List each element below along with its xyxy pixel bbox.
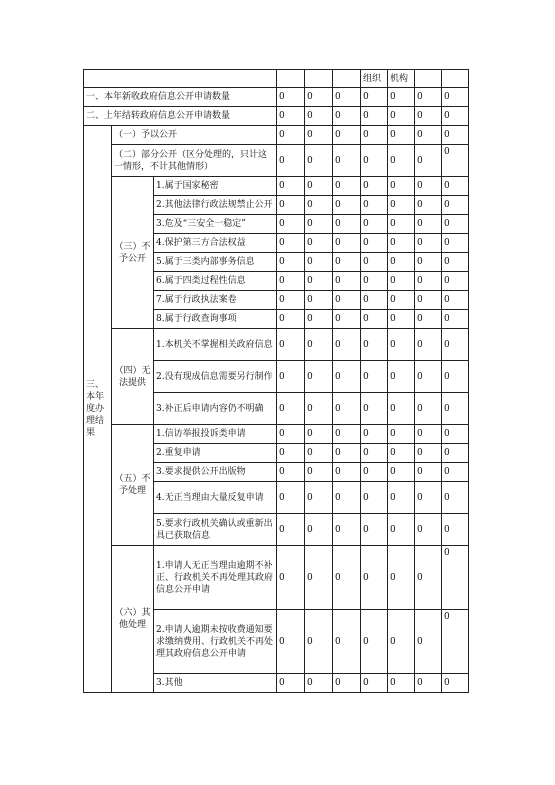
value-cell: 0: [305, 310, 333, 329]
table-row: [84, 546, 469, 610]
value-cell: 0: [442, 196, 469, 215]
group-label: （五）不予处理: [112, 425, 154, 546]
row-partial-public: （二）部分公开（区分处理的，只计这一情形，不计其他情形）: [112, 145, 277, 177]
value-cell: 0: [361, 177, 388, 196]
item-label: 5.属于三类内部事务信息: [154, 253, 277, 272]
value-cell: 0: [388, 674, 415, 693]
value-cell: 0: [277, 482, 305, 514]
value-cell: 0: [333, 107, 361, 126]
value-cell: 0: [442, 177, 469, 196]
value-cell: 0: [388, 310, 415, 329]
item-label: 4.保护第三方合法权益: [154, 234, 277, 253]
value-cell: 0: [333, 610, 361, 674]
value-cell: 0: [277, 234, 305, 253]
value-cell: 0: [277, 215, 305, 234]
value-cell: 0: [305, 444, 333, 463]
value-cell: 0: [361, 145, 388, 177]
item-label: 6.属于四类过程性信息: [154, 272, 277, 291]
table-row: [84, 329, 469, 361]
value-cell: 0: [333, 463, 361, 482]
value-cell: 0: [415, 177, 442, 196]
value-cell: 0: [305, 215, 333, 234]
value-cell: 0: [442, 310, 469, 329]
item-label: 3.补正后申请内容仍不明确: [154, 393, 277, 425]
item-label: 5.要求行政机关确认或重新出具已获取信息: [154, 514, 277, 546]
value-cell: 0: [305, 107, 333, 126]
value-cell: 0: [442, 145, 469, 177]
value-cell: 0: [333, 145, 361, 177]
item-label: 2.没有现成信息需要另行制作: [154, 361, 277, 393]
value-cell: 0: [388, 329, 415, 361]
value-cell: 0: [388, 253, 415, 272]
header-cell: [305, 70, 333, 88]
value-cell: 0: [415, 291, 442, 310]
group-label: （三）不予公开: [112, 177, 154, 329]
section-3-label: 三、本年度办理结果: [84, 126, 112, 693]
value-cell: 0: [333, 88, 361, 107]
item-label: 7.属于行政执法案卷: [154, 291, 277, 310]
value-cell: 0: [305, 514, 333, 546]
value-cell: 0: [388, 546, 415, 610]
value-cell: 0: [442, 107, 469, 126]
value-cell: 0: [305, 393, 333, 425]
row-new-requests: 一、本年新收政府信息公开申请数量: [84, 88, 277, 107]
value-cell: 0: [361, 463, 388, 482]
value-cell: 0: [415, 674, 442, 693]
value-cell: 0: [305, 88, 333, 107]
value-cell: 0: [277, 145, 305, 177]
value-cell: 0: [277, 88, 305, 107]
value-cell: 0: [277, 291, 305, 310]
value-cell: 0: [361, 196, 388, 215]
value-cell: 0: [361, 674, 388, 693]
item-label: 2.申请人逾期未按收费通知要求缴纳费用、行政机关不再处理其政府信息公开申请: [154, 610, 277, 674]
header-blank-cell: [84, 70, 277, 88]
value-cell: 0: [361, 482, 388, 514]
value-cell: 0: [388, 463, 415, 482]
value-cell: 0: [361, 393, 388, 425]
value-cell: 0: [415, 329, 442, 361]
table-row: [84, 145, 469, 177]
value-cell: 0: [361, 107, 388, 126]
value-cell: 0: [277, 514, 305, 546]
table-row: [84, 70, 469, 88]
value-cell: 0: [333, 482, 361, 514]
value-cell: 0: [305, 272, 333, 291]
value-cell: 0: [442, 291, 469, 310]
value-cell: 0: [333, 272, 361, 291]
value-cell: 0: [277, 329, 305, 361]
value-cell: 0: [442, 393, 469, 425]
value-cell: 0: [305, 674, 333, 693]
value-cell: 0: [305, 463, 333, 482]
value-cell: 0: [333, 291, 361, 310]
value-cell: 0: [388, 425, 415, 444]
value-cell: 0: [388, 514, 415, 546]
value-cell: 0: [277, 310, 305, 329]
value-cell: 0: [305, 482, 333, 514]
value-cell: 0: [305, 546, 333, 610]
value-cell: 0: [333, 253, 361, 272]
group-label: （六）其他处理: [112, 546, 154, 693]
value-cell: 0: [388, 145, 415, 177]
value-cell: 0: [415, 310, 442, 329]
value-cell: 0: [415, 215, 442, 234]
value-cell: 0: [305, 196, 333, 215]
value-cell: 0: [333, 393, 361, 425]
value-cell: 0: [305, 610, 333, 674]
value-cell: 0: [333, 234, 361, 253]
item-label: 1.属于国家秘密: [154, 177, 277, 196]
value-cell: 0: [361, 610, 388, 674]
value-cell: 0: [361, 291, 388, 310]
value-cell: 0: [415, 234, 442, 253]
value-cell: 0: [361, 310, 388, 329]
header-org-label2: 机构: [388, 70, 415, 88]
value-cell: 0: [277, 444, 305, 463]
value-cell: 0: [415, 444, 442, 463]
header-cell: [277, 70, 305, 88]
value-cell: 0: [442, 88, 469, 107]
value-cell: 0: [333, 425, 361, 444]
value-cell: 0: [388, 88, 415, 107]
value-cell: 0: [277, 425, 305, 444]
value-cell: 0: [388, 196, 415, 215]
value-cell: 0: [388, 482, 415, 514]
value-cell: 0: [442, 674, 469, 693]
value-cell: 0: [277, 196, 305, 215]
value-cell: 0: [415, 88, 442, 107]
value-cell: 0: [305, 177, 333, 196]
value-cell: 0: [442, 234, 469, 253]
value-cell: 0: [305, 361, 333, 393]
value-cell: 0: [333, 514, 361, 546]
value-cell: 0: [277, 107, 305, 126]
value-cell: 0: [388, 126, 415, 145]
item-label: 1.信访举报投诉类申请: [154, 425, 277, 444]
value-cell: 0: [277, 361, 305, 393]
value-cell: 0: [388, 272, 415, 291]
header-cell: [442, 70, 469, 88]
value-cell: 0: [388, 215, 415, 234]
item-label: 8.属于行政查询事项: [154, 310, 277, 329]
value-cell: 0: [442, 444, 469, 463]
value-cell: 0: [415, 253, 442, 272]
value-cell: 0: [361, 272, 388, 291]
value-cell: 0: [277, 393, 305, 425]
value-cell: 0: [277, 674, 305, 693]
value-cell: 0: [442, 610, 469, 674]
value-cell: 0: [388, 234, 415, 253]
value-cell: 0: [333, 674, 361, 693]
item-label: 2.其他法律行政法规禁止公开: [154, 196, 277, 215]
value-cell: 0: [333, 215, 361, 234]
value-cell: 0: [415, 145, 442, 177]
statistics-table: [83, 69, 469, 693]
value-cell: 0: [333, 361, 361, 393]
value-cell: 0: [442, 361, 469, 393]
value-cell: 0: [415, 107, 442, 126]
header-cell: [415, 70, 442, 88]
value-cell: 0: [388, 361, 415, 393]
table-row: [84, 88, 469, 107]
table-row: [84, 107, 469, 126]
row-public: （一）予以公开: [112, 126, 277, 145]
value-cell: 0: [361, 361, 388, 393]
item-label: 2.重复申请: [154, 444, 277, 463]
value-cell: 0: [415, 610, 442, 674]
table-row: [84, 425, 469, 444]
value-cell: 0: [415, 272, 442, 291]
row-carried-over: 二、上年结转政府信息公开申请数量: [84, 107, 277, 126]
value-cell: 0: [415, 482, 442, 514]
header-org-label: 组织: [361, 70, 388, 88]
value-cell: 0: [277, 253, 305, 272]
value-cell: 0: [442, 272, 469, 291]
header-cell: [333, 70, 361, 88]
value-cell: 0: [305, 145, 333, 177]
item-label: 1.申请人无正当理由逾期不补正、行政机关不再处理其政府信息公开申请: [154, 546, 277, 610]
value-cell: 0: [442, 482, 469, 514]
value-cell: 0: [415, 361, 442, 393]
value-cell: 0: [388, 610, 415, 674]
value-cell: 0: [415, 393, 442, 425]
value-cell: 0: [388, 291, 415, 310]
value-cell: 0: [442, 253, 469, 272]
value-cell: 0: [305, 126, 333, 145]
table-row: [84, 126, 469, 145]
value-cell: 0: [415, 425, 442, 444]
value-cell: 0: [361, 329, 388, 361]
value-cell: 0: [361, 88, 388, 107]
value-cell: 0: [305, 291, 333, 310]
value-cell: 0: [277, 546, 305, 610]
value-cell: 0: [415, 514, 442, 546]
value-cell: 0: [361, 546, 388, 610]
value-cell: 0: [442, 514, 469, 546]
value-cell: 0: [333, 329, 361, 361]
value-cell: 0: [333, 310, 361, 329]
value-cell: 0: [333, 546, 361, 610]
value-cell: 0: [361, 444, 388, 463]
value-cell: 0: [415, 196, 442, 215]
value-cell: 0: [361, 215, 388, 234]
value-cell: 0: [361, 425, 388, 444]
value-cell: 0: [277, 177, 305, 196]
value-cell: 0: [442, 463, 469, 482]
item-label: 1.本机关不掌握相关政府信息: [154, 329, 277, 361]
value-cell: 0: [388, 177, 415, 196]
value-cell: 0: [361, 234, 388, 253]
item-label: 3.危及“三安全一稳定”: [154, 215, 277, 234]
value-cell: 0: [305, 329, 333, 361]
value-cell: 0: [388, 444, 415, 463]
table-row: [84, 177, 469, 196]
value-cell: 0: [305, 253, 333, 272]
value-cell: 0: [442, 425, 469, 444]
value-cell: 0: [361, 253, 388, 272]
value-cell: 0: [442, 215, 469, 234]
value-cell: 0: [277, 610, 305, 674]
item-label: 3.其他: [154, 674, 277, 693]
value-cell: 0: [388, 393, 415, 425]
value-cell: 0: [333, 126, 361, 145]
item-label: 4.无正当理由大量反复申请: [154, 482, 277, 514]
value-cell: 0: [333, 196, 361, 215]
value-cell: 0: [333, 177, 361, 196]
value-cell: 0: [333, 444, 361, 463]
value-cell: 0: [415, 463, 442, 482]
value-cell: 0: [305, 234, 333, 253]
value-cell: 0: [415, 546, 442, 610]
value-cell: 0: [442, 329, 469, 361]
value-cell: 0: [388, 107, 415, 126]
value-cell: 0: [442, 546, 469, 610]
value-cell: 0: [361, 126, 388, 145]
value-cell: 0: [277, 272, 305, 291]
value-cell: 0: [305, 425, 333, 444]
group-label: （四）无法提供: [112, 329, 154, 425]
value-cell: 0: [442, 126, 469, 145]
value-cell: 0: [415, 126, 442, 145]
value-cell: 0: [277, 463, 305, 482]
value-cell: 0: [361, 514, 388, 546]
item-label: 3.要求提供公开出版物: [154, 463, 277, 482]
value-cell: 0: [277, 126, 305, 145]
